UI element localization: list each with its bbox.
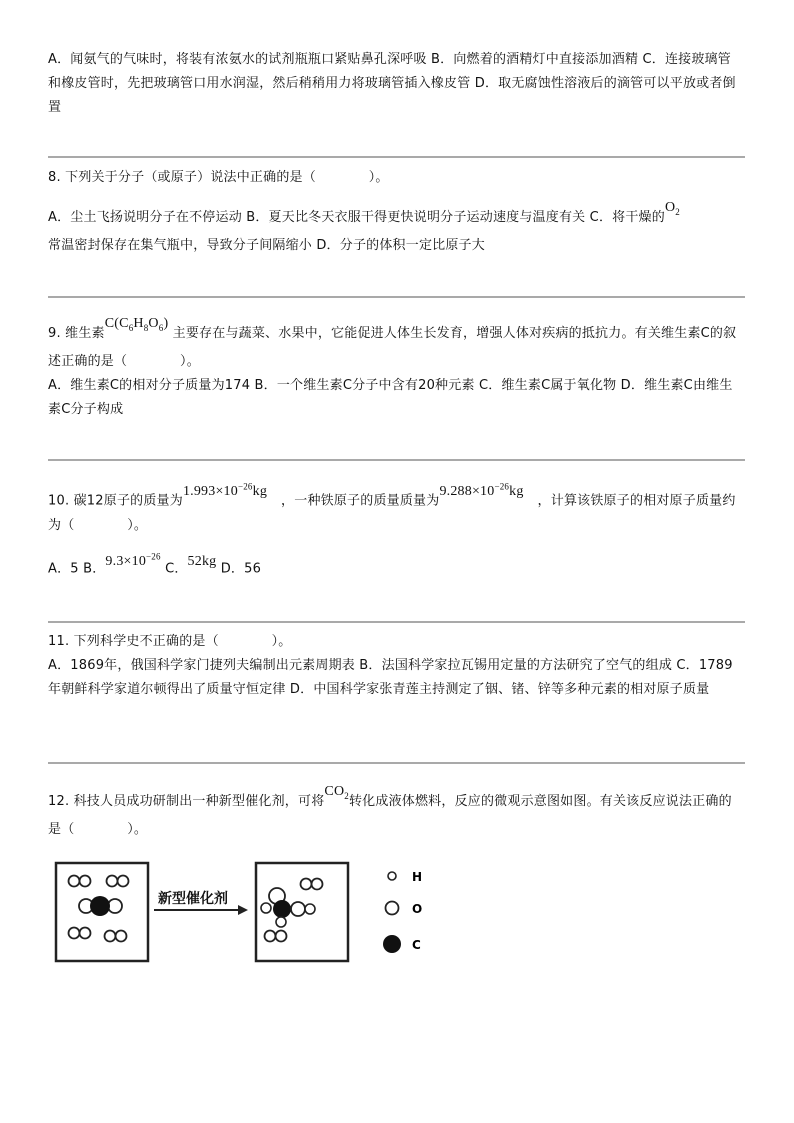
q8-options [48, 200, 744, 258]
q10-stem-mid: ，一种铁原子的质量质量为 [281, 493, 440, 509]
q7-options: A．闻氨气的气味时，将装有浓氨水的试剂瓶瓶口紧贴鼻孔深呼吸 B．向燃着的酒精灯中直接添加酒精 C．连接玻璃管和橡皮管时，先把玻璃管口用水润湿，然后稍稍用力将玻璃管插入橡皮管 D．取无腐蚀性溶液后的滴管可以平放或者倒置 [48, 52, 736, 115]
divider [48, 459, 745, 461]
reaction-micro-diagram [48, 858, 438, 968]
q10-options [48, 552, 744, 582]
legend-c: C [412, 938, 421, 952]
q10-stem-pre: 10. 碳12原子的质量为 [48, 493, 183, 509]
divider [48, 156, 745, 158]
q9-stem-post: 主要存在与蔬菜、水果中，它能促进人体生长发育，增强人体对疾病的抵抗力。有关维生素C的叙述正确的是（ ）。 [48, 326, 737, 369]
q10-option-c-label: C． [165, 561, 188, 577]
divider [48, 296, 745, 298]
product-molecule [261, 888, 315, 927]
mass-carbon12: $1.993\times 10^{-26}kg$ [182, 481, 268, 499]
legend-o: O [412, 902, 423, 916]
catalyst-label: 新型催化剂 [158, 891, 228, 907]
q12-stem [48, 784, 744, 842]
q10-stem [48, 481, 744, 538]
q9-stem [48, 316, 744, 374]
q9-stem-pre: 9. 维生素 [48, 326, 105, 341]
formula-co2: $CO_2$ [324, 784, 349, 801]
q8-options-a: A．尘土飞扬说明分子在不停运动 B．夏天比冬天衣服干得更快说明分子运动速度与温度有关 C．将干燥的 [48, 210, 665, 225]
legend-h: H [412, 870, 423, 884]
divider [48, 762, 745, 764]
formula-o2: $O_2$ [664, 200, 680, 217]
co2-molecule [79, 896, 122, 916]
q10-option-c-value: 52kg [187, 553, 217, 569]
q12-stem-post: 转化成液体燃料，反应的微观示意图如图。有关该反应说法正确的是（ ）。 [48, 794, 732, 837]
q10-option-d: D．56 [220, 561, 262, 577]
q10-option-b-value: $9.3\times 10^{-26}$ [105, 551, 161, 569]
q8-stem: 8. 下列关于分子（或原子）说法中正确的是（ ）。 [48, 170, 389, 185]
q9-options: A．维生素C的相对分子质量为174 B．一个维生素C分子中含有20种元素 C．维生素C属于氧化物 D．维生素C由维生素C分子构成 [48, 378, 733, 417]
formula-vitamin-c: $C(C_6H_8O_6)$ [104, 316, 169, 333]
mass-iron: $9.288\times 10^{-26}kg$ [439, 481, 524, 499]
q10-option-a: A．5 B． [48, 561, 106, 577]
q12-stem-pre: 12. 科技人员成功研制出一种新型催化剂，可将 [48, 794, 325, 809]
q8-options-rest: 常温密封保存在集气瓶中，导致分子间隔缩小 D．分子的体积一定比原子大 [48, 237, 485, 253]
q10-stem-post: ，计算该铁原子的相对原子质量约为（ ）。 [48, 493, 736, 533]
diagram-legend [383, 870, 422, 953]
q11-stem: 11. 下列科学史不正确的是（ ）。 [48, 634, 292, 649]
divider [48, 621, 745, 623]
q11-options: A．1869年，俄国科学家门捷列夫编制出元素周期表 B．法国科学家拉瓦锡用定量的方法研究了空气的组成 C．1789年朝鲜科学家道尔顿得出了质量守恒定律 D．中国科学家张青莲主持测定了铟、锗、锌等多种元素的相对原子质量 [48, 658, 733, 697]
